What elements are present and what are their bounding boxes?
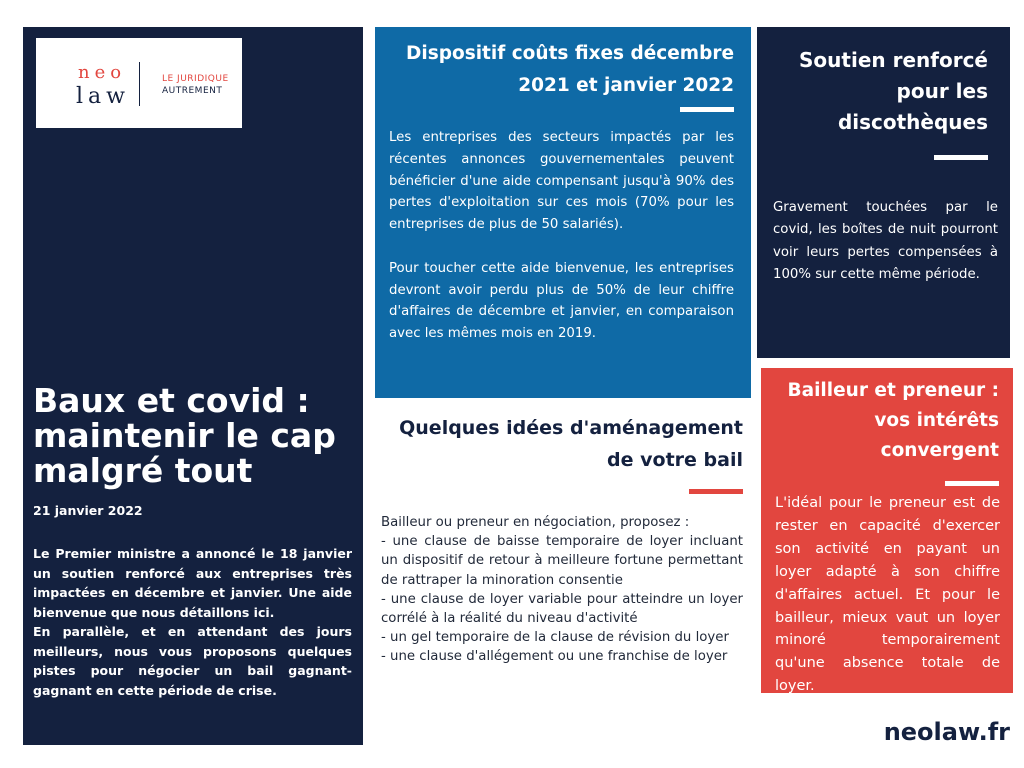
nightclubs-text: Gravement touchées par le covid, les boîtes de nuit pourront voir leurs pertes compensées à 100% sur cette même période. [773, 200, 998, 283]
lease-ideas-text [381, 513, 743, 667]
logo-neo: neo [78, 62, 127, 83]
title-underline [934, 155, 988, 160]
fixed-costs-panel [375, 27, 751, 398]
logo-tagline-1: LE JURIDIQUE [162, 74, 229, 84]
fixed-costs-text [389, 127, 734, 345]
lease-ideas-lead: Bailleur ou preneur en négociation, proposez : [381, 515, 690, 530]
page-title: Baux et covid : maintenir le cap malgré tout [33, 381, 336, 490]
neolaw-logo [36, 38, 242, 128]
intro-paragraph-2: En parallèle, et en attendant des jours meilleurs, nous vous proposons quelques pistes pour négocier un bail gagnant-gagnant en cette période de crise. [33, 624, 352, 698]
lease-ideas-title: Quelques idées d'aménagement de votre bail [399, 417, 743, 471]
list-item: - une clause d'allégement ou une franchise de loyer [381, 649, 728, 665]
list-item: - une clause de loyer variable pour atteindre un loyer corrélé à la réalité du niveau d'activité [381, 591, 743, 627]
fixed-costs-paragraph-1: Les entreprises des secteurs impactés par les récentes annonces gouvernementales peuvent bénéficier d'une aide compensant jusqu'à 90% des pertes d'exploitation sur ces mois (70% pour les entreprises de plus de 50 salariés). [389, 130, 734, 233]
title-underline [945, 481, 999, 486]
nightclubs-panel [757, 27, 1010, 358]
paragraph-spacer [389, 236, 734, 258]
landlord-tenant-title: Bailleur et preneur : vos intérêts convergent [787, 380, 999, 461]
landlord-tenant-panel [761, 368, 1013, 693]
logo-law: law [76, 84, 130, 109]
intro-paragraph-1: Le Premier ministre a annoncé le 18 janvier un soutien renforcé aux entreprises très impactées en décembre et janvier. Une aide bienvenue que nous détaillons ici. [33, 546, 352, 620]
website-link[interactable]: neolaw.fr [883, 718, 1010, 746]
fixed-costs-paragraph-2: Pour toucher cette aide bienvenue, les entreprises devront avoir perdu plus de 50% de leur chiffre d'affaires de décembre et janvier, en comparaison avec les mêmes mois en 2019. [389, 260, 734, 342]
title-underline [680, 107, 734, 112]
landlord-tenant-text: L'idéal pour le preneur est de rester en capacité d'exercer son activité en payant un loyer adapté à son chiffre d'affaires actuel. Et pour le bailleur, mieux vaut un loyer minoré temporairement qu'une absence totale de loyer. [775, 495, 1000, 695]
title-underline [689, 489, 743, 494]
fixed-costs-title: Dispositif coûts fixes décembre 2021 et janvier 2022 [406, 43, 734, 96]
logo-divider [139, 62, 140, 106]
list-item: - une clause de baisse temporaire de loyer incluant un dispositif de retour à meilleure fortune permettant de rattraper la minoration consentie [381, 534, 743, 588]
logo-tagline-2: AUTREMENT [162, 86, 223, 96]
list-item: - un gel temporaire de la clause de révision du loyer [381, 630, 729, 646]
intro-text [33, 544, 352, 700]
left-panel [23, 27, 363, 745]
publication-date: 21 janvier 2022 [33, 503, 143, 518]
nightclubs-title: Soutien renforcé pour les discothèques [799, 48, 988, 134]
